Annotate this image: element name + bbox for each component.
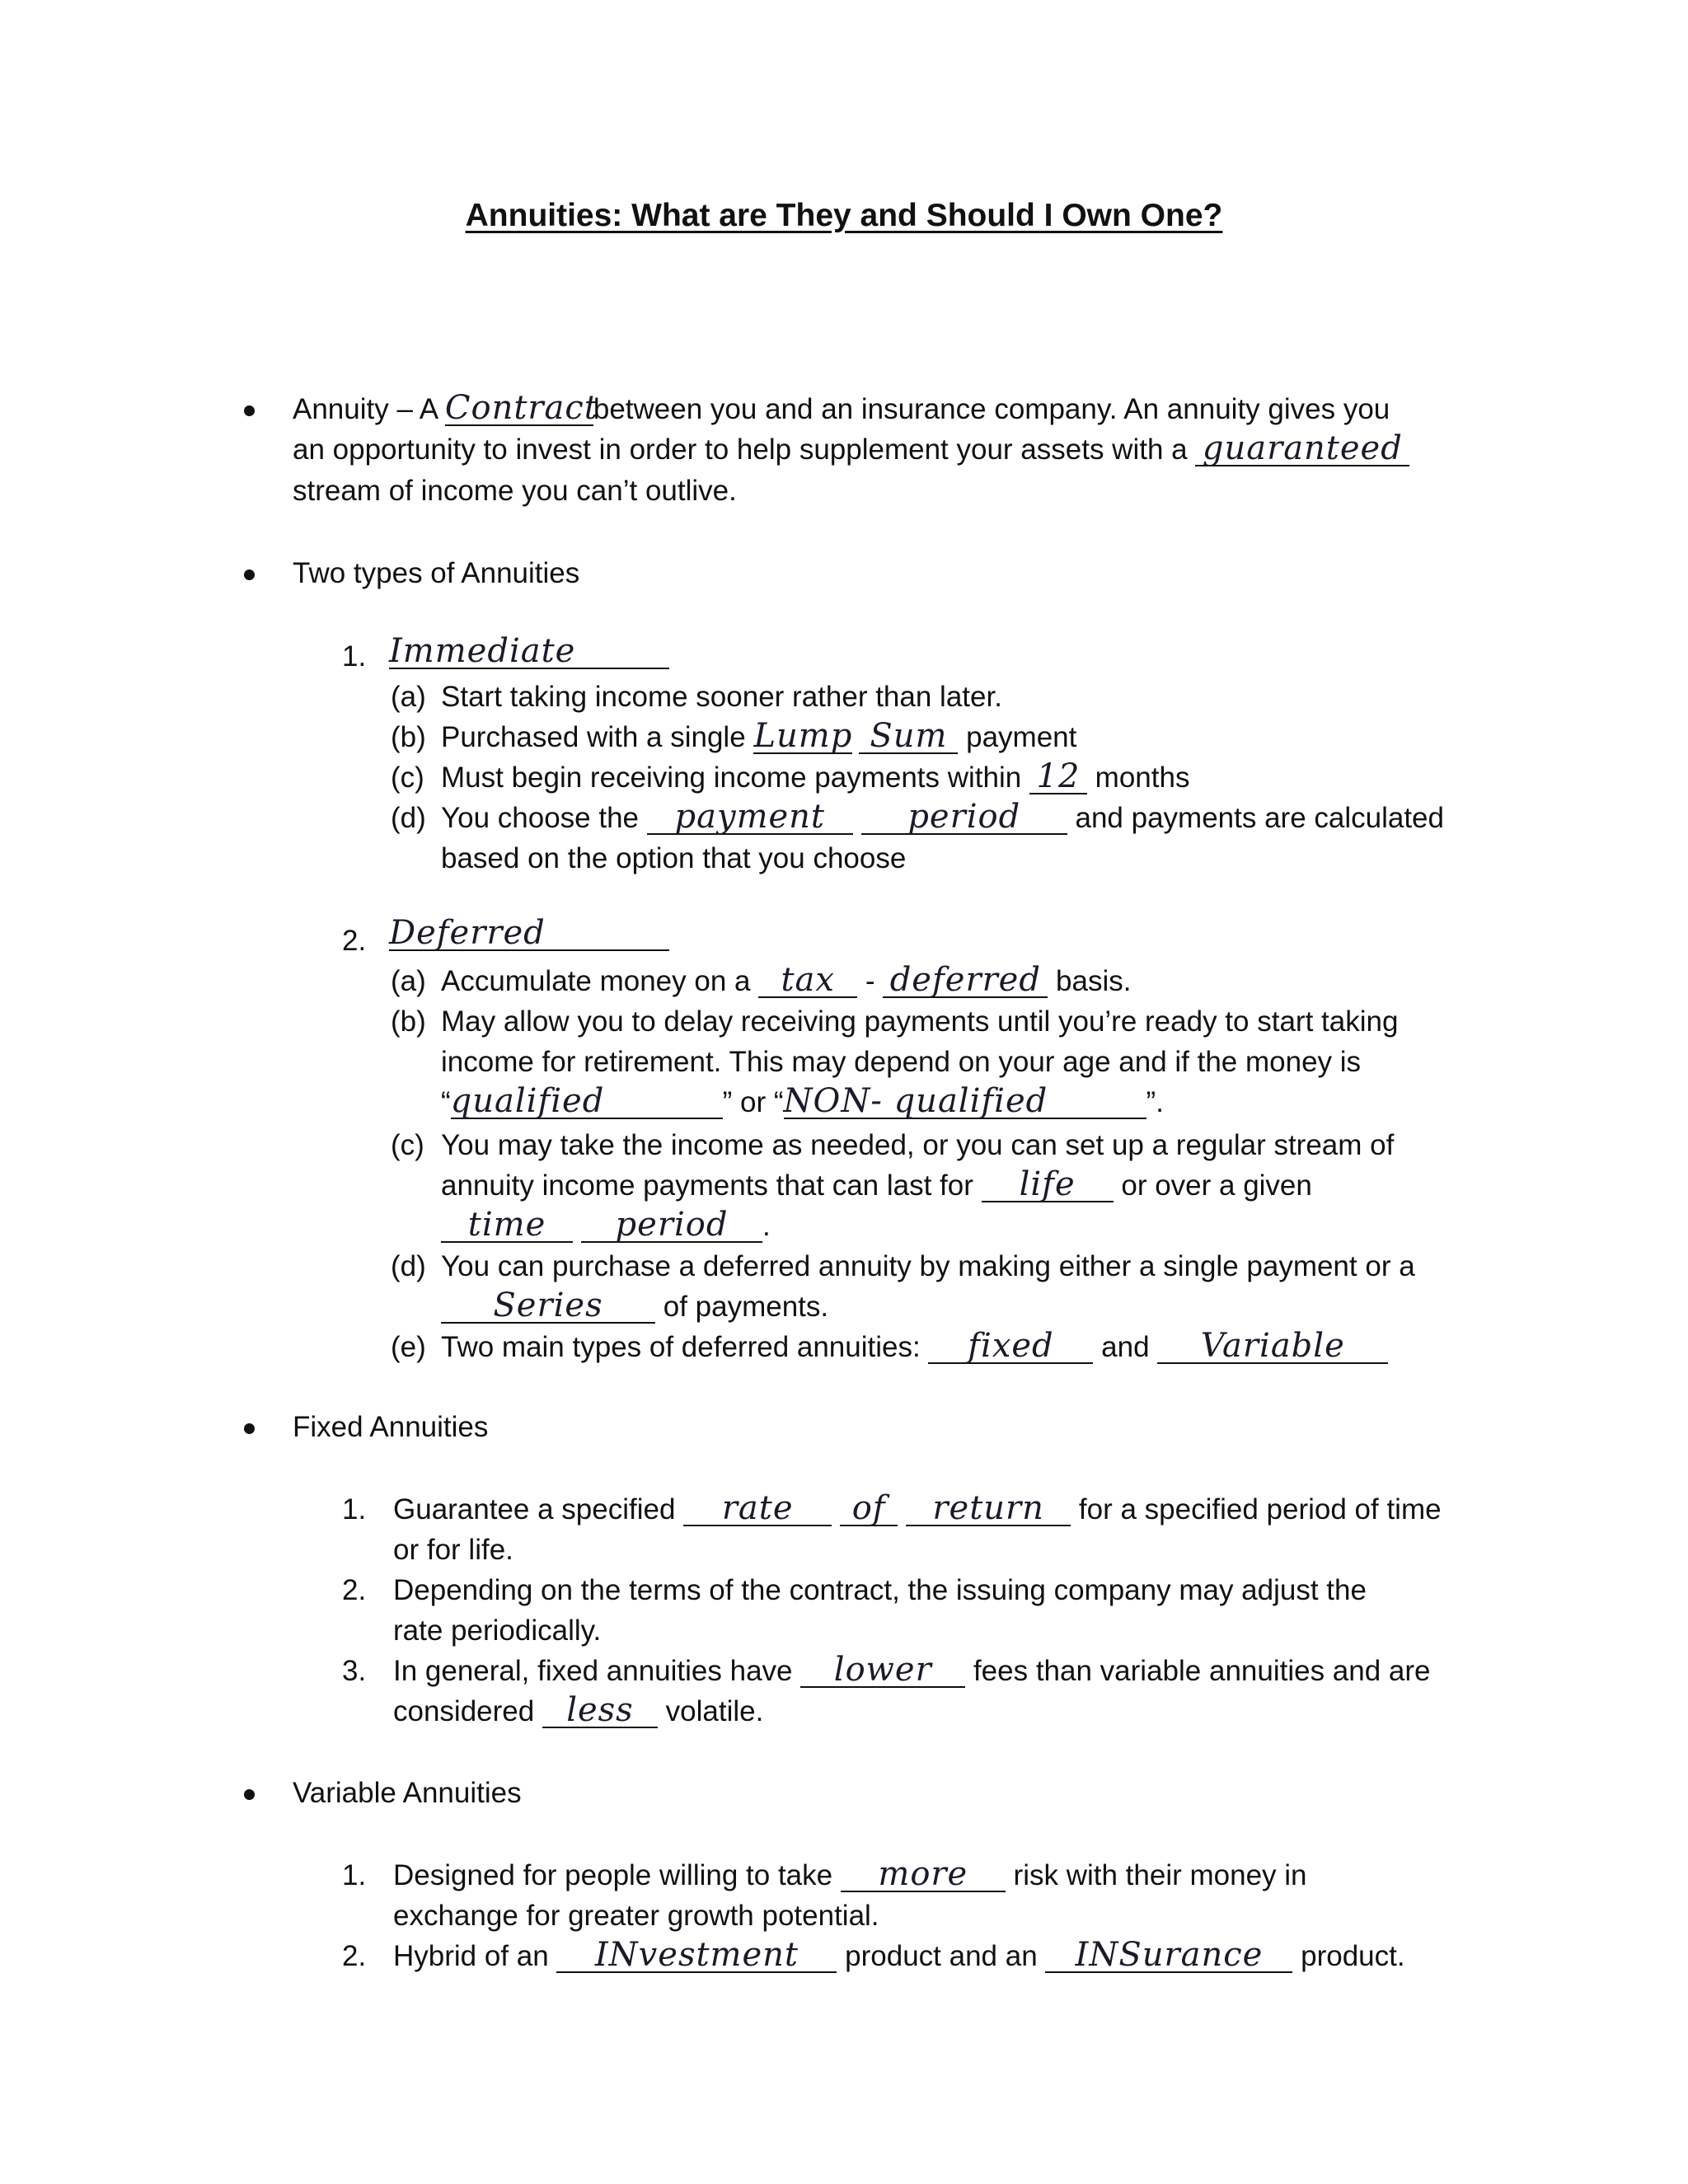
text: for a specified period of time (1071, 1493, 1442, 1526)
text: ” or “ (722, 1086, 784, 1118)
sub-label: (c) (391, 1129, 424, 1161)
deferred-a (441, 963, 1131, 1000)
sub-label: (e) (391, 1331, 426, 1363)
blank-lower[interactable]: lower (800, 1653, 965, 1688)
text: fees than variable annuities and are (965, 1655, 1431, 1687)
deferred-d-line-1: You can purchase a deferred annuity by making either a single payment or a (441, 1250, 1415, 1282)
fixed-item-1 (393, 1489, 1442, 1528)
text: between you and an insurance company. An annuity gives you (593, 393, 1390, 425)
blank-return[interactable]: return (906, 1492, 1071, 1526)
text: basis. (1048, 965, 1132, 997)
fixed-item-3 (393, 1653, 1431, 1690)
sub-label: (b) (391, 1005, 426, 1038)
blank-life[interactable]: life (982, 1168, 1114, 1202)
text: product. (1292, 1940, 1405, 1972)
text: “ (441, 1086, 451, 1118)
text: of payments. (655, 1291, 829, 1323)
text: payment (958, 721, 1077, 753)
fixed-item-2-line-2: rate periodically. (393, 1615, 602, 1647)
item-number: 1. (342, 1493, 367, 1526)
page-title: Annuities: What are They and Should I Own One? (465, 198, 1223, 233)
text: Annuity – A (293, 393, 445, 425)
text: volatile. (657, 1695, 764, 1727)
text: Two main types of deferred annuities: (441, 1331, 929, 1363)
bullet-annuity (244, 405, 255, 416)
text: risk with their money in (1005, 1859, 1307, 1891)
fixed-item-3-line-2 (393, 1691, 764, 1730)
text: Guarantee a specified (393, 1493, 684, 1526)
blank-insurance[interactable]: INSurance (1045, 1938, 1292, 1973)
blank-period-given[interactable]: period (581, 1208, 762, 1243)
blank-contract[interactable]: Contract (444, 389, 598, 427)
fixed-item-1-line-2: or for life. (393, 1534, 513, 1566)
text: ”. (1146, 1086, 1164, 1118)
fixed-item-2: Depending on the terms of the contract, the issuing company may adjust the (393, 1574, 1367, 1606)
text: Designed for people willing to take (393, 1859, 841, 1891)
text: Accumulate money on a (441, 965, 759, 997)
item-number: 1. (342, 640, 367, 673)
text: and (1093, 1331, 1158, 1363)
variable-item-1-line-2: exchange for greater growth potential. (393, 1900, 879, 1932)
text: You choose the (441, 802, 647, 834)
blank-less[interactable]: less (542, 1694, 658, 1728)
text: - (857, 965, 884, 997)
variable-item-2 (393, 1938, 1405, 1975)
fixed-annuities-heading: Fixed Annuities (293, 1411, 489, 1443)
two-types-heading: Two types of Annuities (293, 557, 580, 589)
blank-sum[interactable]: Sum (859, 719, 958, 754)
blank-deferred[interactable]: Deferred (389, 916, 669, 951)
annuity-definition-line-2 (293, 429, 1409, 468)
text: an opportunity to invest in order to help supplement your assets with a (293, 434, 1196, 466)
blank-months[interactable]: 12 (1029, 760, 1087, 794)
item-number: 2. (342, 1574, 367, 1606)
blank-tax[interactable]: tax (758, 963, 857, 998)
blank-series[interactable]: Series (441, 1289, 655, 1324)
deferred-c-line-2 (441, 1165, 1312, 1204)
text: considered (393, 1695, 542, 1727)
blank-variable[interactable]: Variable (1157, 1329, 1388, 1364)
immediate-b (441, 719, 1076, 756)
sub-label: (c) (391, 762, 424, 794)
immediate-heading (389, 632, 669, 671)
blank-deferred-basis[interactable]: deferred (883, 963, 1048, 998)
sub-label: (d) (391, 1250, 426, 1282)
variable-annuities-heading: Variable Annuities (293, 1777, 522, 1809)
bullet-fixed-annuities (244, 1423, 255, 1434)
text: Hybrid of an (393, 1940, 557, 1972)
blank-rate[interactable]: rate (683, 1492, 832, 1526)
deferred-c-line-1: You may take the income as needed, or you can set up a regular stream of (441, 1129, 1395, 1161)
blank-non-qualified[interactable]: NON- qualified (784, 1085, 1146, 1119)
sub-label: (b) (391, 721, 426, 753)
annuity-definition-line-1 (293, 391, 1390, 428)
blank-time[interactable]: time (441, 1208, 573, 1243)
sub-label: (a) (391, 965, 426, 997)
bullet-variable-annuities (244, 1789, 255, 1800)
text: and payments are calculated (1067, 802, 1444, 834)
text: or over a given (1113, 1169, 1312, 1202)
deferred-b-line-1: May allow you to delay receiving payments until you’re ready to start taking (441, 1005, 1399, 1038)
item-number: 3. (342, 1655, 367, 1687)
text: product and an (837, 1940, 1046, 1972)
item-number: 2. (342, 925, 367, 957)
variable-item-1 (393, 1855, 1307, 1894)
deferred-e (441, 1329, 1388, 1366)
item-number: 1. (342, 1859, 367, 1891)
blank-more[interactable]: more (841, 1858, 1006, 1892)
blank-fixed[interactable]: fixed (928, 1329, 1093, 1364)
item-number: 2. (342, 1940, 367, 1972)
blank-payment[interactable]: payment (647, 800, 853, 835)
blank-investment[interactable]: INvestment (556, 1938, 837, 1973)
text: . (762, 1210, 771, 1242)
deferred-b-line-2: income for retirement. This may depend on your age and if the money is (441, 1046, 1362, 1078)
text: In general, fixed annuities have (393, 1655, 801, 1687)
annuity-definition-line-3: stream of income you can’t outlive. (293, 475, 737, 507)
text: months (1086, 762, 1190, 794)
blank-qualified[interactable]: qualified (451, 1085, 723, 1119)
immediate-d (441, 800, 1444, 837)
text: annuity income payments that can last for (441, 1169, 982, 1202)
text: Purchased with a single (441, 721, 754, 753)
blank-guaranteed[interactable]: guaranteed (1195, 432, 1409, 466)
deferred-b-line-3 (441, 1082, 1164, 1121)
blank-immediate[interactable]: Immediate (389, 635, 669, 669)
immediate-c (441, 757, 1190, 796)
immediate-d-line-2: based on the option that you choose (441, 842, 907, 874)
sub-label: (d) (391, 802, 426, 834)
immediate-a: Start taking income sooner rather than later. (441, 681, 1002, 713)
bullet-two-types (244, 569, 255, 580)
deferred-heading (389, 916, 669, 953)
sub-label: (a) (391, 681, 426, 713)
blank-period[interactable]: period (861, 800, 1067, 835)
blank-of[interactable]: of (840, 1492, 898, 1526)
text: Must begin receiving income payments within (441, 762, 1029, 794)
deferred-c-line-3 (441, 1208, 771, 1244)
blank-lump[interactable]: Lump (753, 717, 853, 755)
deferred-d-line-2 (441, 1286, 829, 1325)
